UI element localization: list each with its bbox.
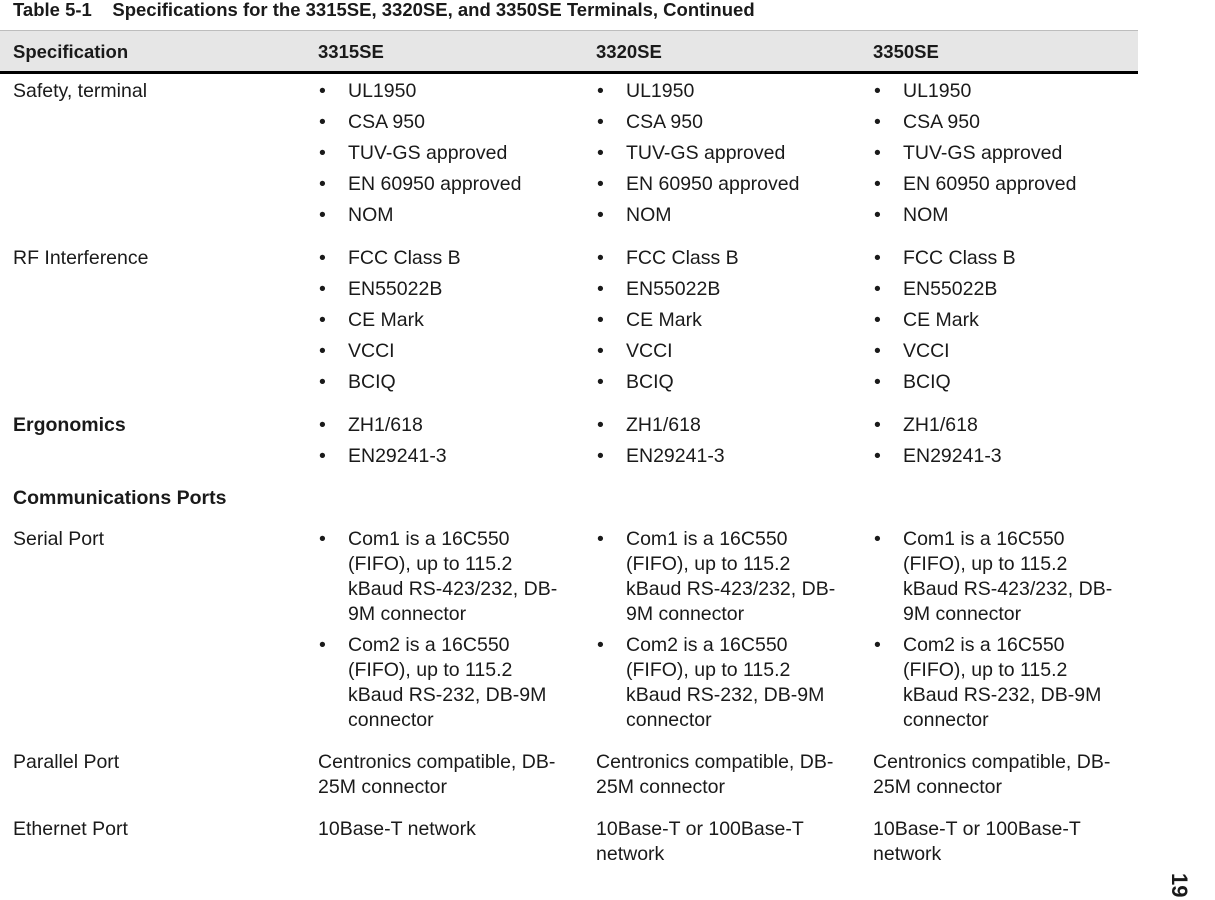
- value-list: [318, 527, 568, 733]
- list-item: • Com2 is a 16C550 (FIFO), up to 115.2 kBaud RS-232, DB-9M connector: [873, 633, 1128, 733]
- cell-value: Centronics compatible, DB-25M connector: [318, 751, 556, 798]
- list-item: • TUV-GS approved: [318, 141, 568, 166]
- table-header: [0, 30, 1138, 74]
- list-item: • VCCI: [318, 339, 568, 364]
- value-list: [318, 79, 568, 228]
- list-item: • UL1950: [596, 79, 846, 104]
- list-item: • ZH1/618: [596, 413, 846, 438]
- list-item: • EN 60950 approved: [873, 172, 1128, 197]
- list-item: • Com2 is a 16C550 (FIFO), up to 115.2 kBaud RS-232, DB-9M connector: [318, 633, 568, 733]
- list-item: • UL1950: [873, 79, 1128, 104]
- value-list: [596, 79, 846, 228]
- section-heading: Communications Ports: [13, 487, 227, 509]
- page-number: 19: [1167, 873, 1192, 898]
- list-item: • CE Mark: [873, 308, 1128, 333]
- list-item: • FCC Class B: [873, 246, 1128, 271]
- list-item: • CSA 950: [596, 110, 846, 135]
- list-item: • FCC Class B: [318, 246, 568, 271]
- cell-value: Centronics compatible, DB-25M connector: [596, 751, 834, 798]
- cell-value: 10Base-T network: [318, 818, 476, 840]
- spec-label: Parallel Port: [13, 751, 120, 773]
- list-item: • TUV-GS approved: [596, 141, 846, 166]
- list-item: • EN55022B: [318, 277, 568, 302]
- list-item: • ZH1/618: [873, 413, 1128, 438]
- header-specification: Specification: [13, 41, 129, 62]
- cell-value: Centronics compatible, DB-25M connector: [873, 751, 1111, 798]
- cell-value: 10Base-T or 100Base-T network: [873, 818, 1081, 865]
- value-list: [873, 527, 1128, 733]
- spec-label: RF Interference: [13, 247, 149, 269]
- spec-label: Safety, terminal: [13, 80, 148, 102]
- list-item: • EN55022B: [596, 277, 846, 302]
- list-item: • BCIQ: [318, 370, 568, 395]
- list-item: • Com1 is a 16C550 (FIFO), up to 115.2 kBaud RS-423/232, DB-9M connector: [873, 527, 1128, 627]
- value-list: [318, 413, 568, 469]
- header-3315se: 3315SE: [318, 41, 384, 62]
- header-3350se: 3350SE: [873, 41, 939, 62]
- list-item: • EN29241-3: [318, 444, 568, 469]
- value-list: [596, 527, 846, 733]
- list-item: • VCCI: [873, 339, 1128, 364]
- value-list: [873, 79, 1128, 228]
- list-item: • CSA 950: [873, 110, 1128, 135]
- list-item: • CE Mark: [318, 308, 568, 333]
- table-caption: Table 5-1 Specifications for the 3315SE, 3320SE, and 3350SE Terminals, Continued: [13, 0, 755, 20]
- list-item: • EN 60950 approved: [318, 172, 568, 197]
- list-item: • Com1 is a 16C550 (FIFO), up to 115.2 kBaud RS-423/232, DB-9M connector: [596, 527, 846, 627]
- spec-label: Ergonomics: [13, 414, 126, 436]
- value-list: [596, 413, 846, 469]
- list-item: • NOM: [596, 203, 846, 228]
- list-item: • BCIQ: [596, 370, 846, 395]
- list-item: • NOM: [318, 203, 568, 228]
- cell-value: 10Base-T or 100Base-T network: [596, 818, 804, 865]
- list-item: • EN 60950 approved: [596, 172, 846, 197]
- list-item: • VCCI: [596, 339, 846, 364]
- list-item: • CSA 950: [318, 110, 568, 135]
- list-item: • CE Mark: [596, 308, 846, 333]
- list-item: • ZH1/618: [318, 413, 568, 438]
- list-item: • Com2 is a 16C550 (FIFO), up to 115.2 kBaud RS-232, DB-9M connector: [596, 633, 846, 733]
- list-item: • UL1950: [318, 79, 568, 104]
- spec-label: Ethernet Port: [13, 818, 128, 840]
- list-item: • EN55022B: [873, 277, 1128, 302]
- value-list: [873, 413, 1128, 469]
- spec-label: Serial Port: [13, 528, 105, 550]
- list-item: • EN29241-3: [873, 444, 1128, 469]
- list-item: • Com1 is a 16C550 (FIFO), up to 115.2 kBaud RS-423/232, DB-9M connector: [318, 527, 568, 627]
- header-3320se: 3320SE: [596, 41, 662, 62]
- value-list: [318, 246, 568, 395]
- list-item: • TUV-GS approved: [873, 141, 1128, 166]
- list-item: • FCC Class B: [596, 246, 846, 271]
- list-item: • EN29241-3: [596, 444, 846, 469]
- list-item: • BCIQ: [873, 370, 1128, 395]
- list-item: • NOM: [873, 203, 1128, 228]
- value-list: [873, 246, 1128, 395]
- value-list: [596, 246, 846, 395]
